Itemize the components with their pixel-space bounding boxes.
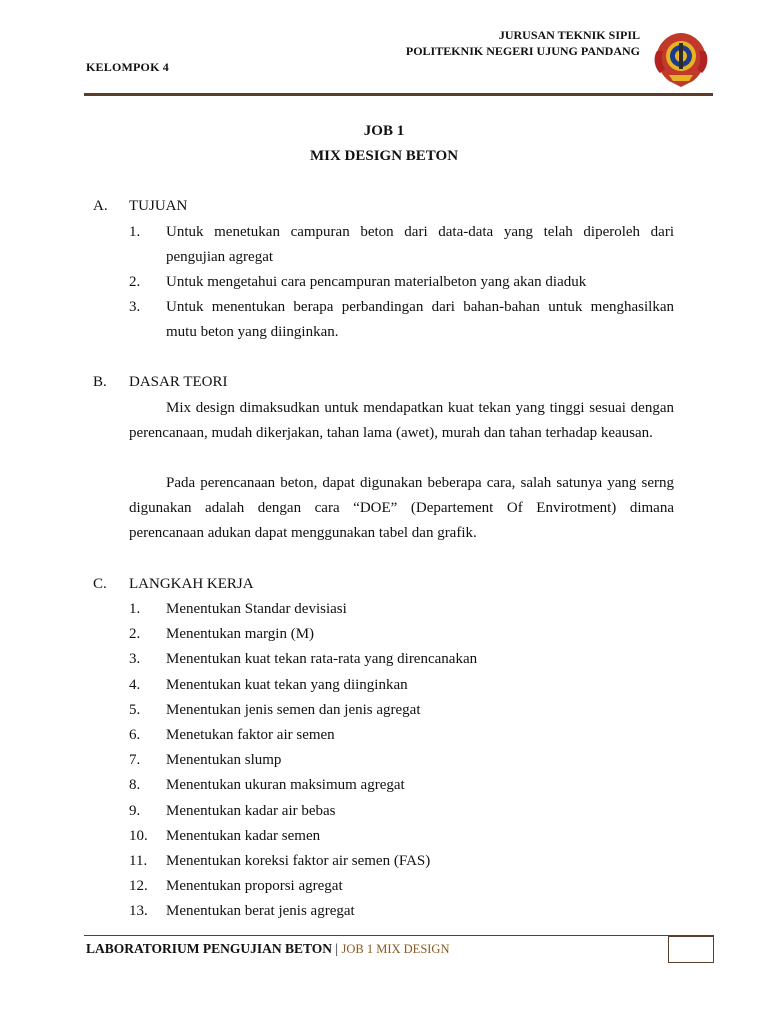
step-text: Menentukan slump	[166, 752, 282, 769]
footer-divider	[84, 935, 714, 936]
section-title: TUJUAN	[129, 198, 188, 214]
theory-paragraph-1: Mix design dimaksudkan untuk mendapatkan kuat tekan yang tinggi sesuai dengan perencanaan, mudah dikerjakan, tahan lama (awet), murah dan tahan terhadap keausan.	[129, 400, 674, 441]
step-number: 7.	[129, 752, 141, 769]
step-number: 9.	[129, 802, 141, 819]
theory-paragraph-2: Pada perencanaan beton, dapat digunakan beberapa cara, salah satunya yang serng digunakan adalah dengan cara “DOE” (Departement Of Envirotment) dimana perencanaan adukan dapat menggunakan tabel dan grafik.	[129, 475, 674, 541]
step-text: Menentukan koreksi faktor air semen (FAS)	[166, 853, 431, 869]
section-title: DASAR TEORI	[129, 374, 228, 390]
lab-name: LABORATORIUM PENGUJIAN BETON	[86, 941, 333, 956]
group-label: KELOMPOK 4	[86, 60, 169, 74]
document-title: MIX DESIGN BETON	[309, 148, 459, 164]
footer-label	[86, 941, 450, 957]
step-text: Menentukan kadar air bebas	[166, 802, 336, 819]
step-number: 13.	[129, 903, 148, 920]
step-text: Menentukan Standar devisiasi	[166, 601, 347, 617]
step-number: 10.	[129, 827, 148, 844]
section-letter: C.	[93, 576, 107, 592]
step-number: 2.	[129, 626, 141, 643]
step-text: Menentukan kadar semen	[166, 827, 321, 844]
item-text: Untuk menentukan berapa perbandingan dari bahan-bahan untuk menghasilkan	[166, 299, 674, 315]
step-text: Menentukan berat jenis agregat	[166, 903, 355, 920]
step-number: 11.	[129, 853, 148, 869]
pnup-logo-icon	[651, 29, 711, 89]
step-text: Menentukan margin (M)	[166, 626, 315, 643]
step-text: Menentukan kuat tekan yang diinginkan	[166, 676, 408, 693]
step-number: 6.	[129, 727, 141, 743]
step-number: 5.	[129, 701, 141, 718]
institution-name: POLITEKNIK NEGERI UJUNG PANDANG	[405, 44, 640, 58]
step-number: 3.	[129, 651, 141, 668]
header-divider	[84, 93, 713, 96]
step-text: Menentukan jenis semen dan jenis agregat	[166, 701, 421, 718]
step-text: Menentukan proporsi agregat	[166, 878, 343, 895]
department-name: JURUSAN TEKNIK SIPIL	[498, 28, 640, 42]
job-title: JOB 1	[363, 123, 405, 139]
step-text: Menentukan ukuran maksimum agregat	[166, 777, 405, 794]
item-text: mutu beton yang diinginkan.	[166, 324, 339, 340]
item-text: Untuk mengetahui cara pencampuran materialbeton yang akan diaduk	[166, 274, 587, 290]
item-number: 2.	[129, 274, 141, 290]
step-number: 4.	[129, 676, 141, 693]
step-number: 12.	[129, 878, 148, 895]
header-institution	[406, 27, 640, 59]
section-letter: A.	[93, 198, 108, 214]
item-number: 1.	[129, 224, 141, 240]
footer-separator: |	[335, 941, 339, 956]
section-letter: B.	[93, 374, 107, 390]
section-title: LANGKAH KERJA	[129, 576, 254, 592]
step-text: Menentukan kuat tekan rata-rata yang direncanakan	[166, 651, 478, 668]
step-number: 8.	[129, 777, 141, 794]
step-text: Menetukan faktor air semen	[166, 727, 335, 743]
page-number-box	[668, 936, 714, 963]
step-number: 1.	[129, 601, 141, 617]
item-number: 3.	[129, 299, 141, 315]
item-text: Untuk menetukan campuran beton dari data-data yang telah diperoleh dari	[166, 224, 674, 240]
item-text: pengujian agregat	[166, 249, 274, 265]
footer-job: JOB 1 MIX DESIGN	[341, 942, 450, 956]
